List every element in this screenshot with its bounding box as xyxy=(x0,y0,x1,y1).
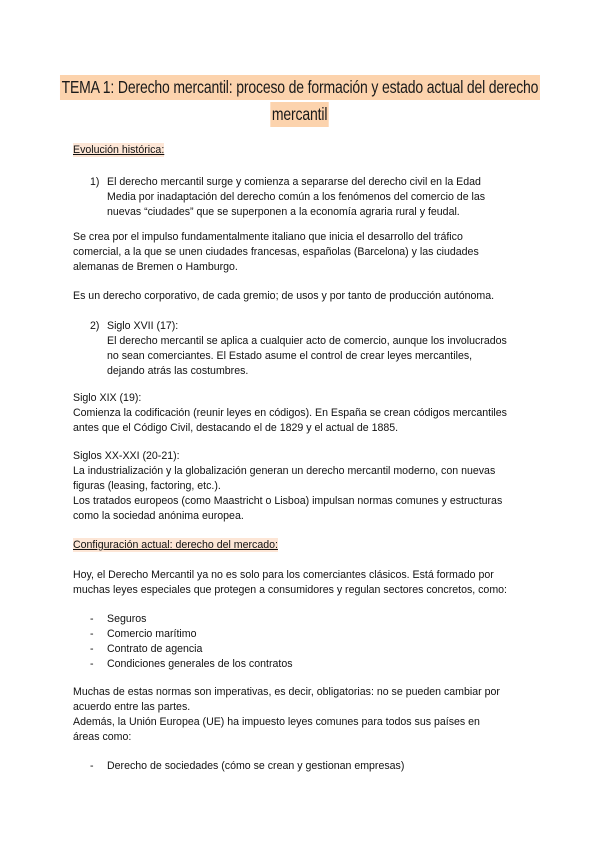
list-item-line: Siglo XVII (17): xyxy=(107,320,179,332)
text-line: Es un derecho corporativo, de cada gremio; de usos y por tanto de producción autónoma. xyxy=(73,290,495,302)
title-line: mercantil xyxy=(271,102,330,127)
text-line: muchas leyes especiales que protegen a consumidores y regulan sectores concretos, como: xyxy=(73,584,507,596)
bullet-item: Condiciones generales de los contratos xyxy=(107,658,293,670)
text-line: Muchas de estas normas son imperativas, es decir, obligatorias: no se pueden cambiar por xyxy=(73,686,500,698)
text-line: áreas como: xyxy=(73,731,132,743)
bullet-marker: - xyxy=(90,643,94,655)
text-line: antes que el Código Civil, destacando el de 1829 y el actual de 1885. xyxy=(73,422,399,434)
bullet-item: Contrato de agencia xyxy=(107,643,203,655)
text-line: acuerdo entre las partes. xyxy=(73,701,191,713)
text-line: Los tratados europeos (como Maastricht o Lisboa) impulsan normas comunes y estructuras xyxy=(73,495,503,507)
bullet-marker: - xyxy=(90,658,94,670)
text-line: Además, la Unión Europea (UE) ha impuesto leyes comunes para todos sus países en xyxy=(73,716,480,728)
text-line: Comienza la codificación (reunir leyes en códigos). En España se crean códigos mercantiles xyxy=(73,407,507,419)
list-item-line: dejando atrás las costumbres. xyxy=(107,365,249,377)
text-line: Siglo XIX (19): xyxy=(73,392,142,404)
list-item-line: Media por inadaptación del derecho común a los fenómenos del comercio de las xyxy=(107,191,486,203)
title-line: TEMA 1: Derecho mercantil: proceso de formación y estado actual del derecho xyxy=(60,75,540,100)
bullet-item: Comercio marítimo xyxy=(107,628,197,640)
section-heading: Configuración actual: derecho del mercado: xyxy=(73,539,278,551)
text-line: figuras (leasing, factoring, etc.). xyxy=(73,480,221,492)
list-number: 2) xyxy=(90,320,100,332)
list-number: 1) xyxy=(90,176,100,188)
text-line: Hoy, el Derecho Mercantil ya no es solo para los comerciantes clásicos. Está formado por xyxy=(73,569,494,581)
bullet-marker: - xyxy=(90,613,94,625)
list-item-line: no sean comerciantes. El Estado asume el control de crear leyes mercantiles, xyxy=(107,350,473,362)
text-line: La industrialización y la globalización generan un derecho mercantil moderno, con nuevas xyxy=(73,465,496,477)
list-item-line: El derecho mercantil se aplica a cualquier acto de comercio, aunque los involucrados xyxy=(107,335,507,347)
bullet-item: Derecho de sociedades (cómo se crean y gestionan empresas) xyxy=(107,760,405,772)
bullet-marker: - xyxy=(90,760,94,772)
text-line: Siglos XX-XXI (20-21): xyxy=(73,450,180,462)
section-heading: Evolución histórica: xyxy=(73,144,165,156)
bullet-marker: - xyxy=(90,628,94,640)
list-item-line: El derecho mercantil surge y comienza a separarse del derecho civil en la Edad xyxy=(107,176,481,188)
text-line: alemanas de Bremen o Hamburgo. xyxy=(73,261,238,273)
text-line: Se crea por el impulso fundamentalmente italiano que inicia el desarrollo del tráfico xyxy=(73,231,463,243)
text-line: como la sociedad anónima europea. xyxy=(73,510,244,522)
list-item-line: nuevas “ciudades” que se superponen a la economía agraria rural y feudal. xyxy=(107,206,460,218)
text-line: comercial, a la que se unen ciudades francesas, españolas (Barcelona) y las ciudades xyxy=(73,246,479,258)
bullet-item: Seguros xyxy=(107,613,147,625)
